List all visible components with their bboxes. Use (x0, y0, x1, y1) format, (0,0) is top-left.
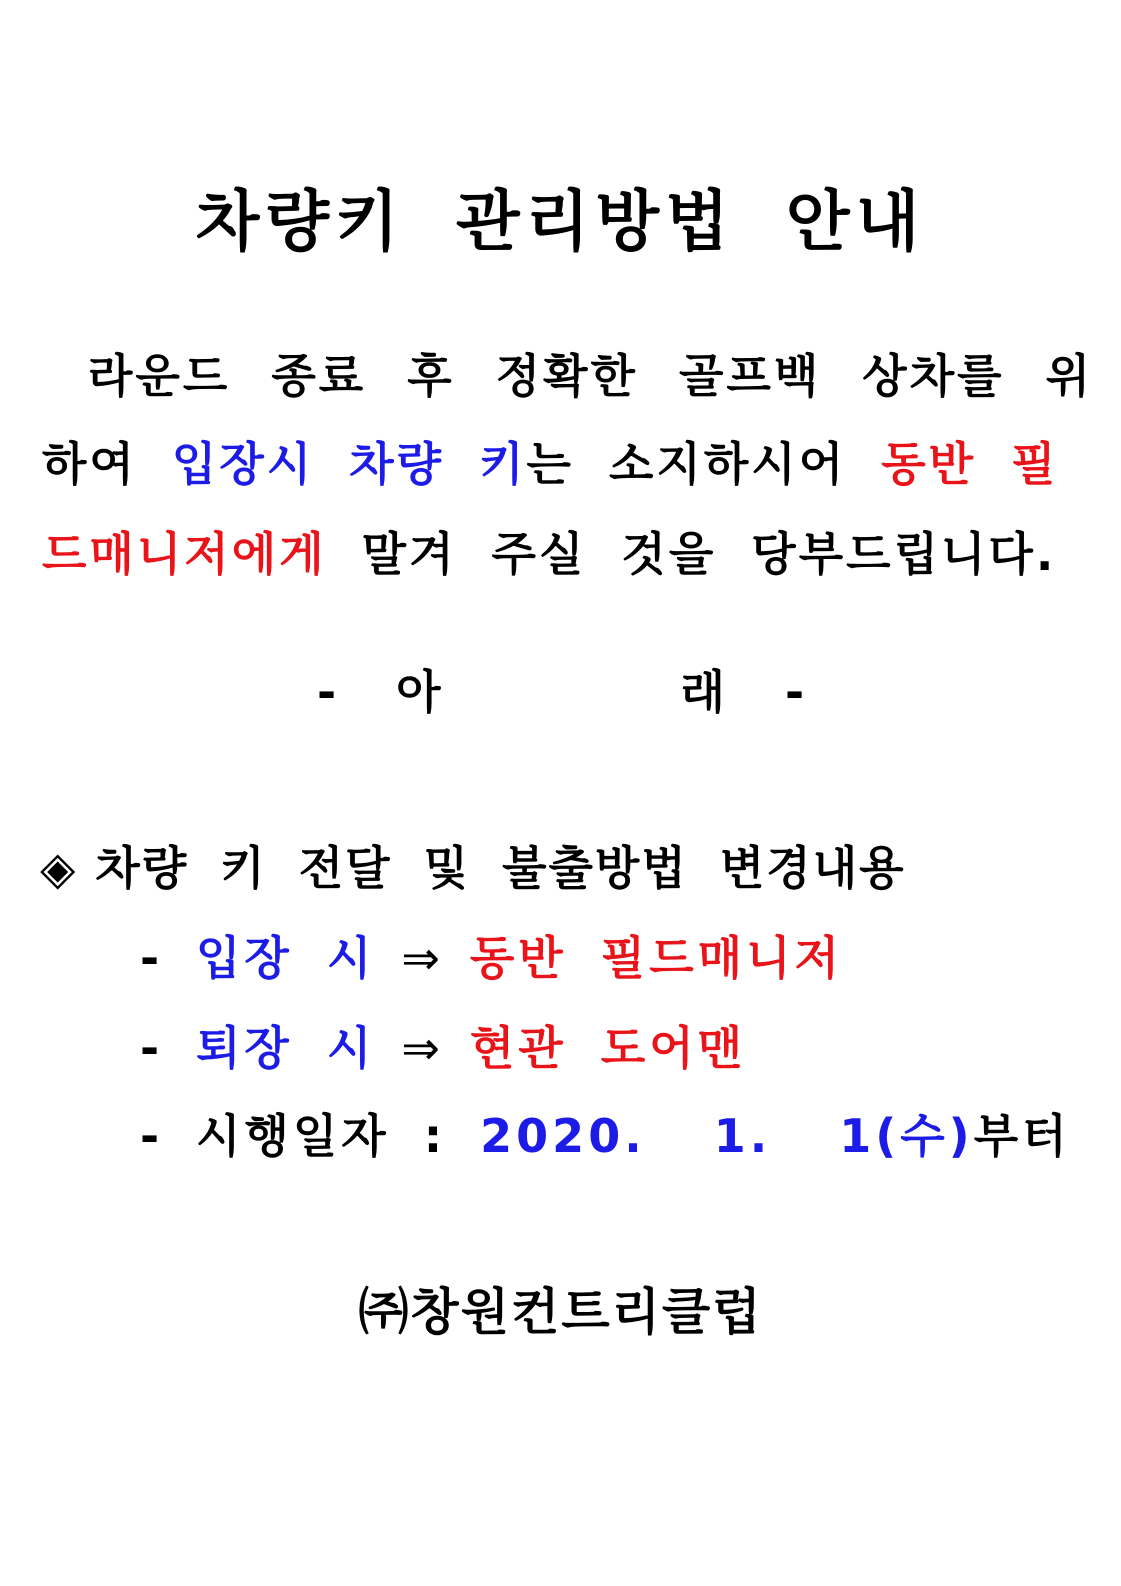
effective-date: 2020. 1. 1(수) (480, 1109, 974, 1163)
arrow-icon: ⇒ (401, 1021, 444, 1075)
dash: - (316, 665, 337, 719)
item-label: 입장 시 (196, 931, 376, 985)
diamond-bullet-icon: ◈ (40, 841, 78, 895)
intro-line-2 (42, 428, 1082, 494)
dash: - (140, 1109, 164, 1163)
dash: - (140, 931, 164, 985)
section-title: 차량 키 전달 및 불출방법 변경내용 (95, 841, 906, 895)
highlight-entry-car-key: 입장시 차량 키 (171, 437, 527, 491)
item-suffix: 부터 (973, 1109, 1071, 1163)
item-label: 퇴장 시 (196, 1021, 376, 1075)
item-value: 동반 필드매니저 (469, 931, 843, 985)
item-label: 시행일자 : (196, 1109, 447, 1163)
company-name: ㈜창원컨트리클럽 (358, 1283, 763, 1341)
list-item (140, 922, 843, 988)
notice-heading (0, 656, 1121, 722)
dash: - (784, 665, 805, 719)
arrow-icon: ⇒ (401, 931, 444, 985)
section-heading (40, 832, 906, 898)
highlight-field-manager: 동반 필 (881, 437, 1059, 491)
intro-text: 라운드 종료 후 정확한 골프백 상차를 위 (88, 349, 1094, 403)
intro-text: 하여 (42, 437, 137, 491)
note-char: 래 (680, 665, 725, 719)
intro-text: 말겨 주실 것을 당부드립니다. (361, 527, 1057, 581)
list-item (140, 1100, 1071, 1166)
intro-line-3 (42, 518, 1082, 584)
highlight-field-manager-cont: 드매니저에게 (42, 527, 327, 581)
list-item (140, 1012, 746, 1078)
intro-text: 는 소지하시어 (526, 437, 847, 491)
dash: - (140, 1021, 164, 1075)
page-title: 차량키 관리방법 안내 (195, 183, 926, 260)
intro-line-1 (42, 340, 1094, 406)
note-char: 아 (396, 665, 441, 719)
item-value: 현관 도어맨 (469, 1021, 747, 1075)
